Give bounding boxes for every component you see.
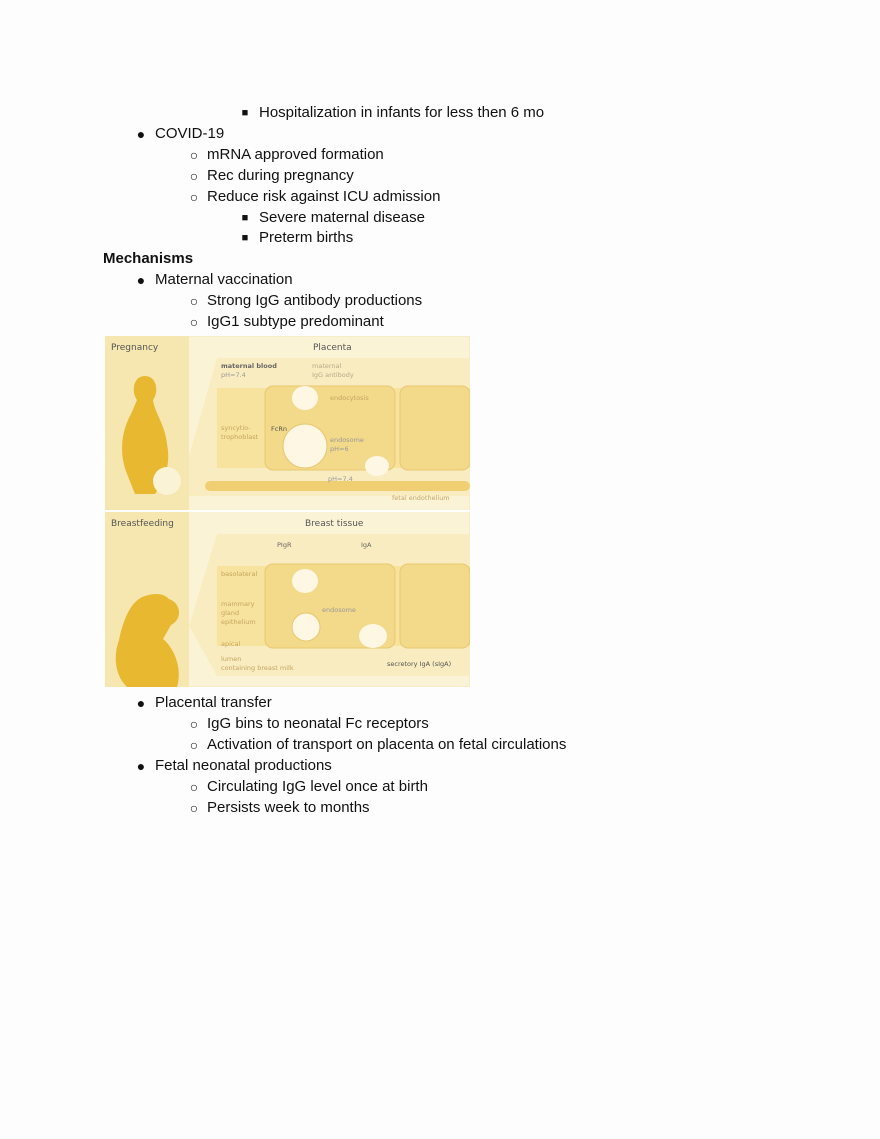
list-item: Severe maternal disease bbox=[259, 208, 425, 226]
figure-label: basolateral bbox=[221, 570, 258, 578]
list-item: mRNA approved formation bbox=[207, 145, 384, 163]
bullet-icon: ○ bbox=[189, 715, 199, 732]
list-item: Circulating IgG level once at birth bbox=[207, 777, 428, 795]
bullet-icon: ○ bbox=[189, 146, 199, 163]
bullet-icon: ● bbox=[136, 272, 146, 288]
list-item: Fetal neonatal productions bbox=[155, 756, 332, 774]
bullet-icon: ○ bbox=[189, 778, 199, 795]
figure-label: pH=7.4 bbox=[221, 371, 246, 379]
figure-label: IgG antibody bbox=[312, 371, 354, 379]
figure-label: pH=7.4 bbox=[328, 475, 353, 483]
list-item: IgG bins to neonatal Fc receptors bbox=[207, 714, 429, 732]
figure-label: endosome bbox=[322, 606, 356, 614]
list-item: Preterm births bbox=[259, 229, 354, 247]
figure-label: lumen bbox=[221, 655, 242, 663]
bullet-icon: ■ bbox=[241, 107, 249, 119]
bullet-icon: ○ bbox=[189, 188, 199, 205]
figure-label: maternal blood bbox=[221, 362, 277, 370]
figure-label: containing breast milk bbox=[221, 664, 294, 672]
list-item: Placental transfer bbox=[155, 694, 272, 711]
figure-label: trophoblast bbox=[221, 433, 259, 441]
figure-panel-title: Breast tissue bbox=[305, 519, 364, 529]
figure-panel-title: Placenta bbox=[313, 343, 352, 353]
list-item: Rec during pregnancy bbox=[207, 166, 354, 184]
figure-side-title: Breastfeeding bbox=[111, 519, 174, 529]
figure-label: epithelium bbox=[221, 618, 256, 626]
bullet-icon: ● bbox=[136, 125, 146, 142]
figure-label: IgA bbox=[361, 541, 372, 549]
figure-label: pH=6 bbox=[330, 445, 349, 453]
bullet-icon: ■ bbox=[241, 232, 249, 245]
figure-label: fetal endothelium bbox=[392, 494, 450, 502]
list-item: Hospitalization in infants for less then 6 mo bbox=[259, 104, 545, 121]
list-item: Persists week to months bbox=[207, 798, 370, 816]
figure-label: maternal bbox=[312, 362, 342, 370]
figure-side-title: Pregnancy bbox=[111, 343, 159, 353]
figure-label: endosome bbox=[330, 436, 364, 444]
list-item: IgG1 subtype predominant bbox=[207, 312, 384, 330]
list-item: Maternal vaccination bbox=[155, 271, 293, 288]
bullet-icon: ○ bbox=[189, 313, 199, 330]
bullet-icon: ■ bbox=[241, 211, 249, 224]
section-heading: Mechanisms bbox=[103, 250, 194, 267]
bullet-icon: ○ bbox=[189, 292, 199, 309]
bullet-icon: ○ bbox=[189, 799, 199, 816]
figure-label: endocytosis bbox=[330, 394, 369, 402]
figure-label: secretory IgA (sIgA) bbox=[387, 660, 452, 668]
figure-label: apical bbox=[221, 640, 241, 648]
list-item: Reduce risk against ICU admission bbox=[207, 187, 441, 205]
figure-label: FcRn bbox=[271, 425, 287, 433]
figure-label: syncytio- bbox=[221, 424, 251, 432]
bullet-icon: ○ bbox=[189, 736, 199, 753]
maternal-antibody-transfer-figure bbox=[105, 336, 470, 687]
list-item: Activation of transport on placenta on fetal circulations bbox=[207, 735, 567, 753]
figure-label: mammary bbox=[221, 600, 255, 608]
list-item: COVID-19 bbox=[155, 124, 225, 142]
bullet-icon: ● bbox=[136, 757, 146, 774]
figure-label: gland bbox=[221, 609, 240, 617]
bullet-icon: ● bbox=[136, 695, 146, 711]
list-item: Strong IgG antibody productions bbox=[207, 291, 423, 309]
figure-label: PIgR bbox=[277, 541, 292, 549]
bullet-icon: ○ bbox=[189, 167, 199, 184]
